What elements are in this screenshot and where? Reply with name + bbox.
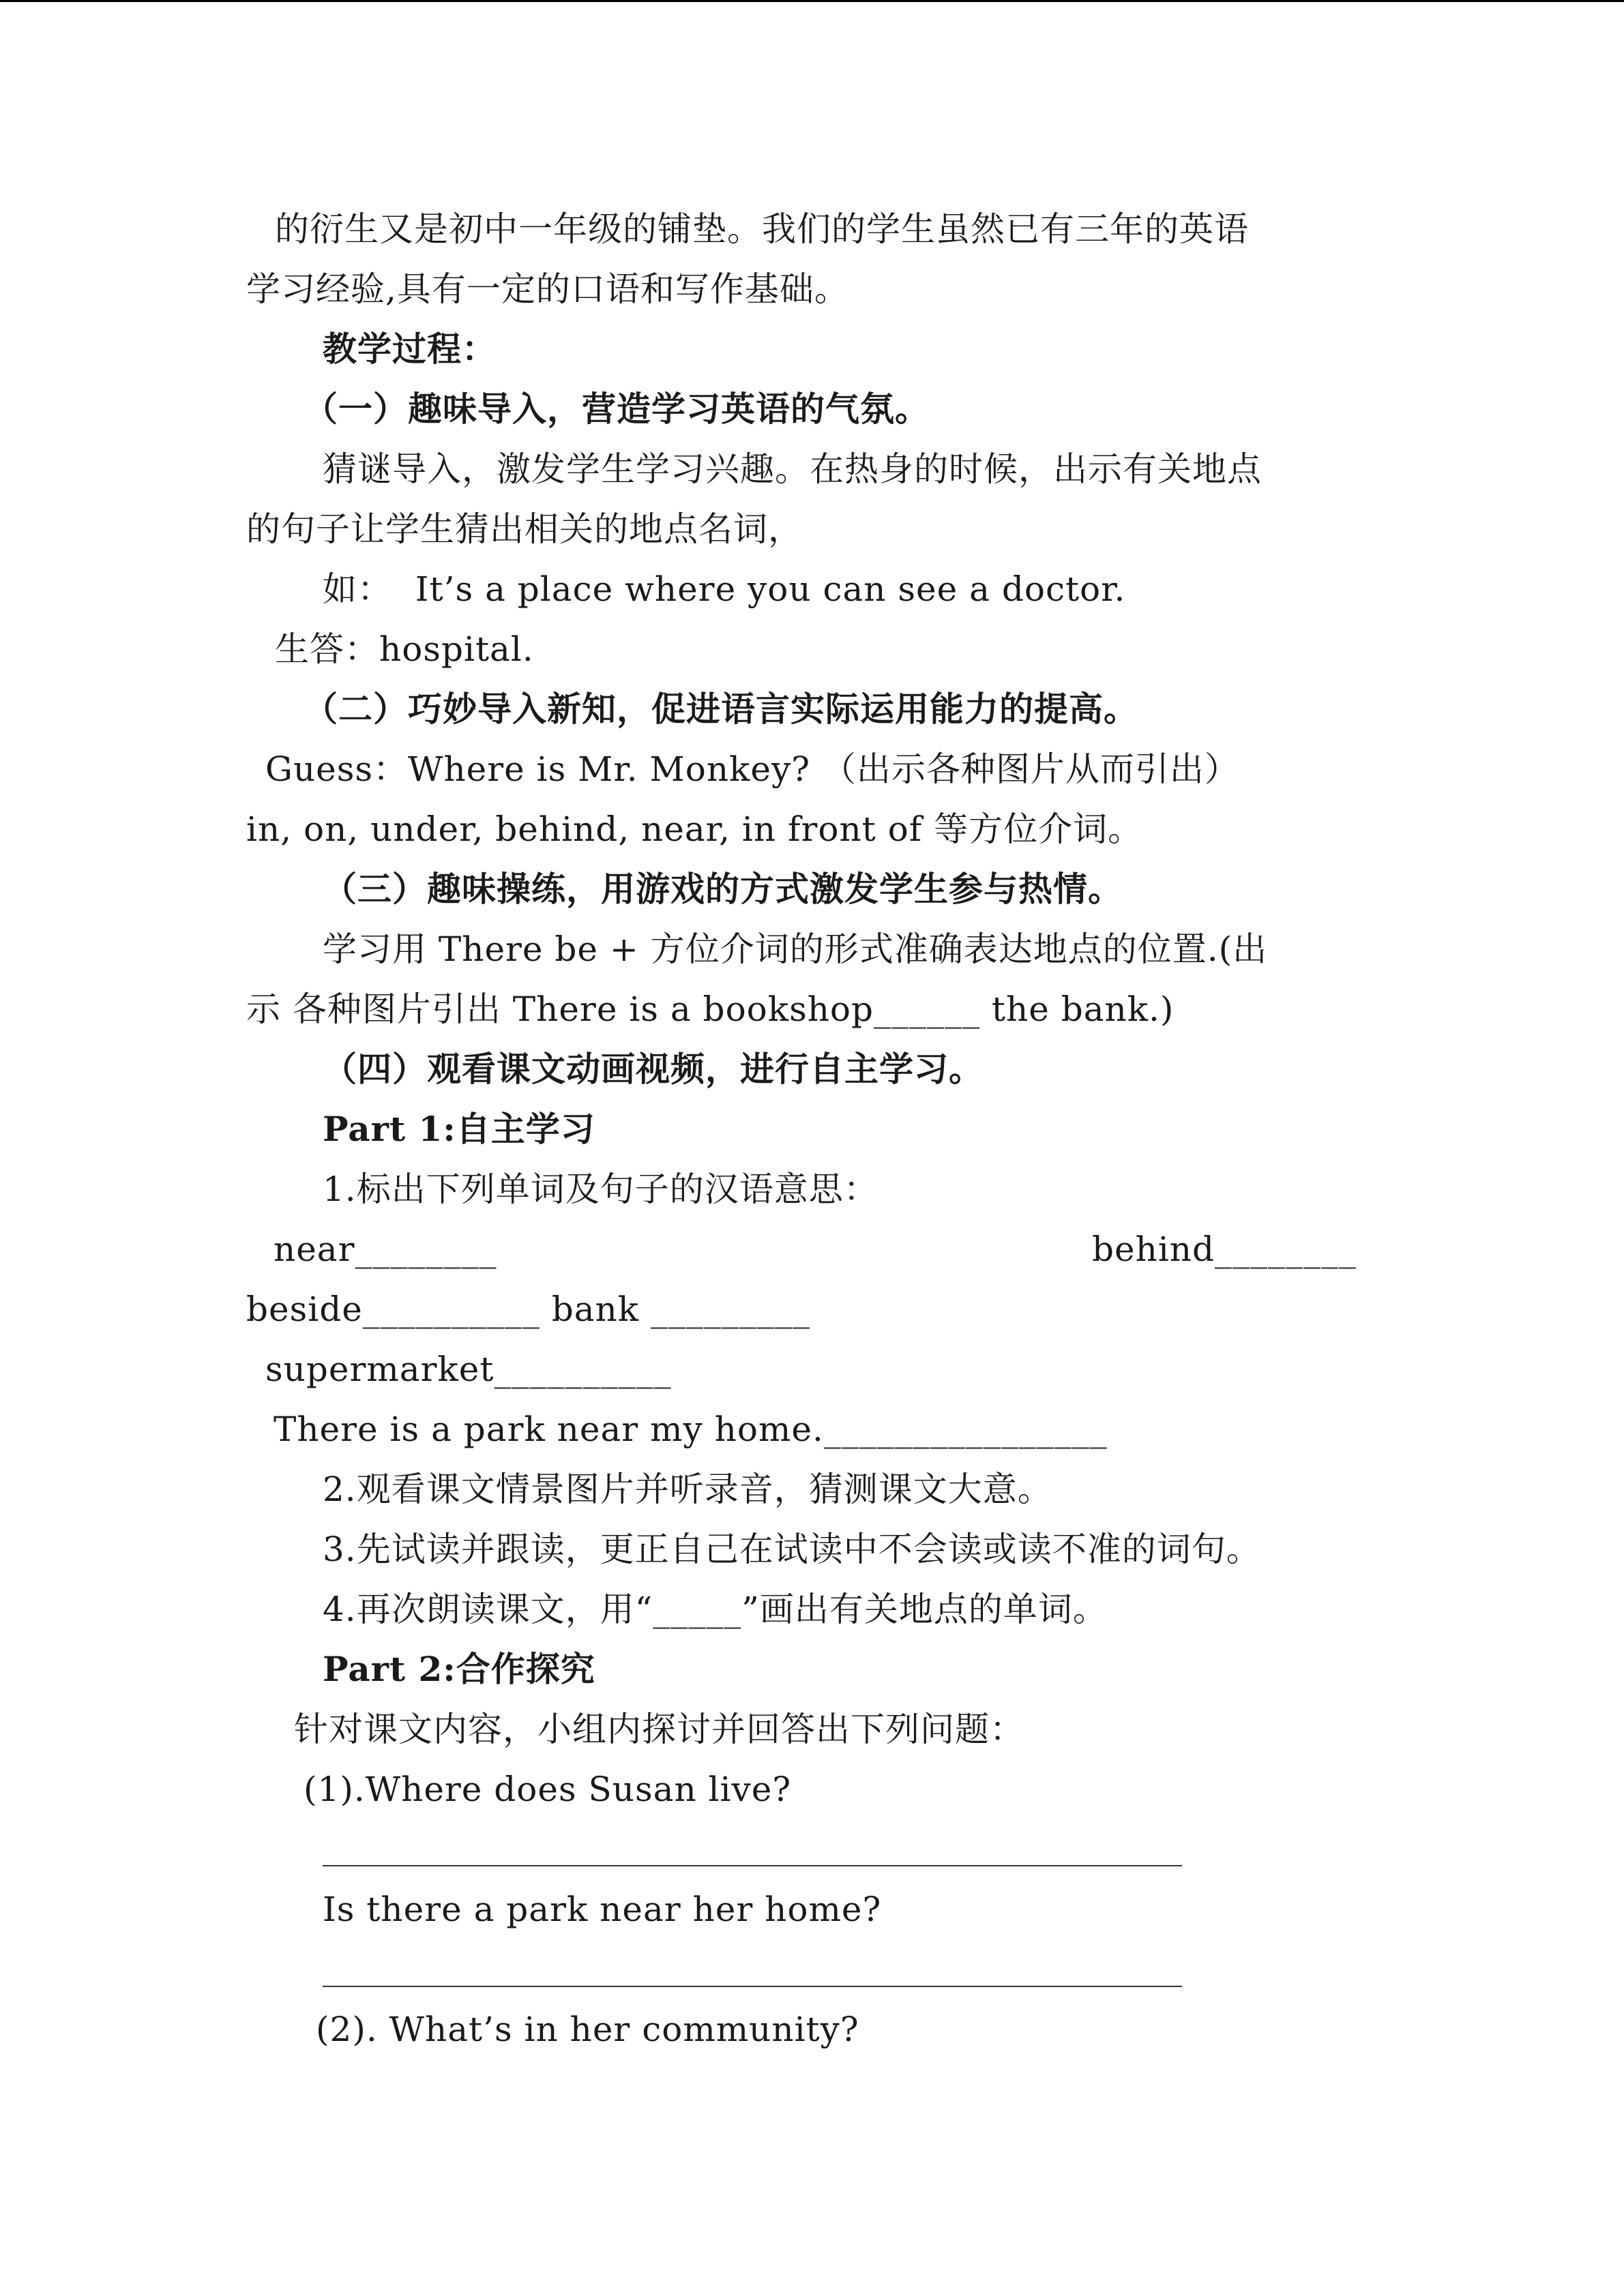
page-top-border <box>0 0 1624 2</box>
part1-task-2: 2.观看课文情景图片并听录音，猜测课文大意。 <box>323 1470 1052 1509</box>
question-2: (2). What’s in her community? <box>316 2010 859 2049</box>
step3-line-1: 学习用 There be + 方位介词的形式准确表达地点的位置.(出 <box>323 929 1268 969</box>
step1-heading: （一）趣味导入，营造学习英语的气氛。 <box>304 389 930 429</box>
step2-line-2: in, on, under, behind, near, in front of 等方位介词。 <box>246 809 1143 849</box>
example-answer: 生答：hospital. <box>275 629 534 669</box>
question-1b: Is there a park near her home? <box>323 1890 882 1929</box>
step1-line-1: 猜谜导入，激发学生学习兴趣。在热身的时候，出示有关地点 <box>323 449 1262 489</box>
vocab-supermarket: supermarket__________ <box>265 1350 672 1389</box>
step1-line-2: 的句子让学生猜出相关的地点名词， <box>246 509 803 549</box>
example-question: 如： It’s a place where you can see a doctor. <box>323 569 1126 609</box>
question-1: (1).Where does Susan live? <box>304 1770 792 1809</box>
process-heading: 教学过程： <box>323 329 497 369</box>
part2-heading: Part 2:合作探究 <box>323 1649 595 1689</box>
step2-line-1: Guess：Where is Mr. Monkey? （出示各种图片从而引出） <box>265 749 1239 789</box>
part1-heading: Part 1:自主学习 <box>323 1109 595 1149</box>
step3-line-2: 示 各种图片引出 There is a bookshop______ the bank.) <box>246 989 1175 1029</box>
part2-intro: 针对课文内容，小组内探讨并回答出下列问题： <box>294 1710 1024 1749</box>
answer-line-1 <box>323 1865 1182 1866</box>
vocab-behind: behind________ <box>1092 1229 1357 1269</box>
step2-heading: （二）巧妙导入新知，促进语言实际运用能力的提高。 <box>304 689 1138 729</box>
step4-heading: （四）观看课文动画视频，进行自主学习。 <box>323 1049 984 1089</box>
step3-heading: （三）趣味操练，用游戏的方式激发学生参与热情。 <box>323 869 1123 909</box>
vocab-beside-bank: beside__________ bank _________ <box>246 1289 810 1329</box>
intro-line-1: 的衍生又是初中一年级的铺垫。我们的学生虽然已有三年的英语 <box>275 209 1249 249</box>
vocab-sentence: There is a park near my home.________________ <box>274 1410 1108 1449</box>
vocab-near: near________ <box>274 1229 497 1269</box>
part1-task-1: 1.标出下列单词及句子的汉语意思： <box>323 1169 879 1209</box>
answer-line-2 <box>323 1986 1182 1987</box>
part1-task-3: 3.先试读并跟读，更正自己在试读中不会读或读不准的词句。 <box>323 1530 1261 1569</box>
intro-line-2: 学习经验,具有一定的口语和写作基础。 <box>246 269 849 309</box>
part1-task-4: 4.再次朗读课文，用“_____”画出有关地点的单词。 <box>323 1590 1108 1629</box>
